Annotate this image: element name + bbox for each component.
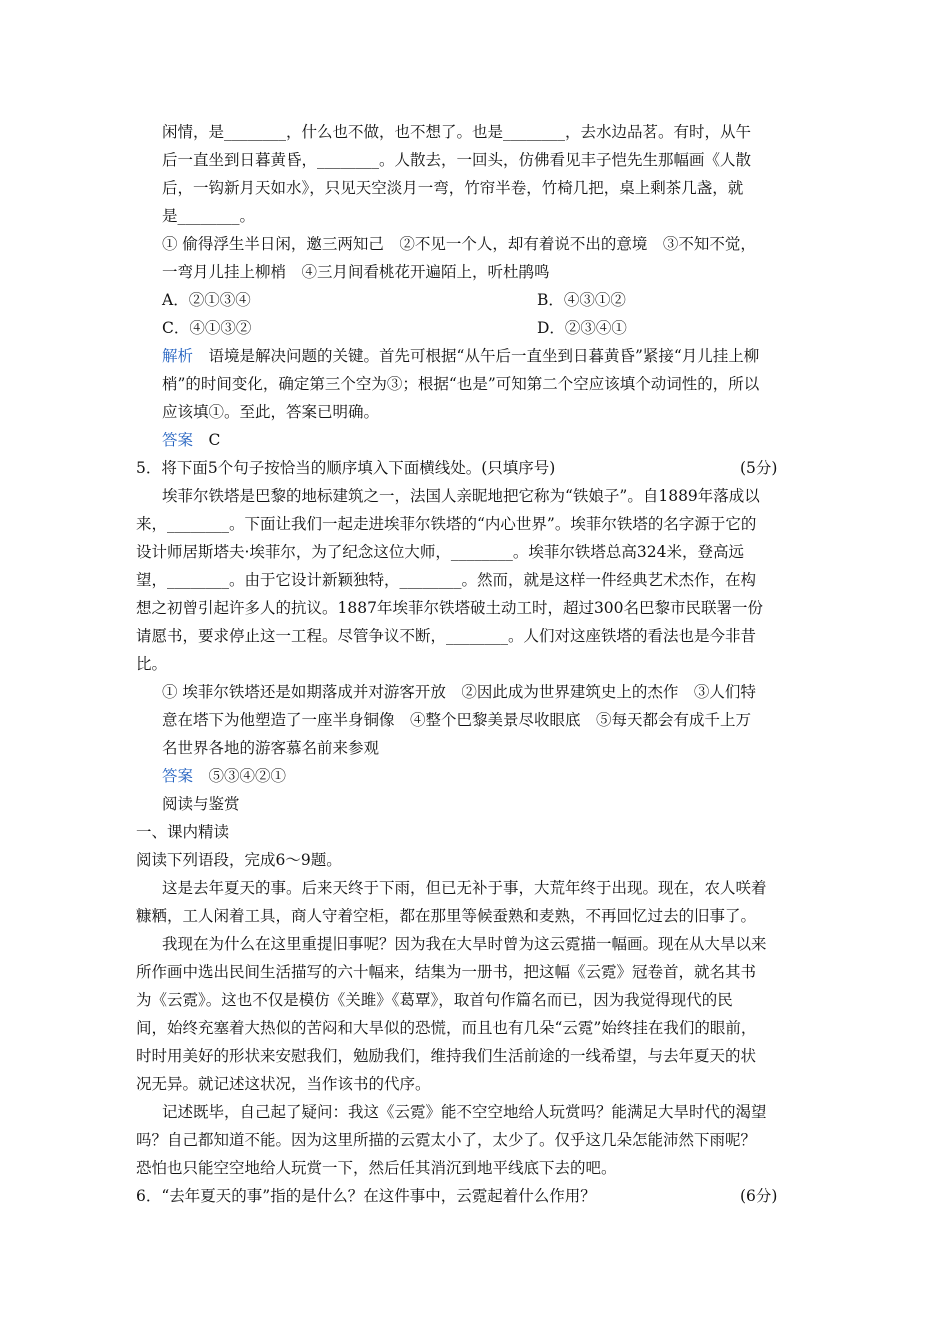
reading-line: 时时用美好的形状来安慰我们，勉励我们，维持我们生活前途的一线希望，与去年夏天的状 [136, 1047, 757, 1065]
q5-passage-line: 来，________。下面让我们一起走进埃菲尔铁塔的“内心世界”。埃菲尔铁塔的名字源于它的 [136, 515, 757, 533]
q4-analysis-row [162, 342, 759, 370]
q4-item-line: ① 偷得浮生半日闲，邀三两知己 ②不见一个人，却有着说不出的意境 ③不知不觉， [162, 235, 756, 253]
analysis-label: 解析 [162, 347, 194, 365]
section-heading: 阅读与鉴赏 [162, 795, 240, 813]
q6-stem: 6．“去年夏天的事”指的是什么？在这件事中，云霓起着什么作用？ [136, 1187, 596, 1205]
q4-passage-line: 闲情，是________，什么也不做，也不想了。也是________，去水边品茗。有时，从午 [162, 123, 752, 141]
q4-option-a: A．②①③④ [162, 291, 251, 309]
q5-passage-line: 请愿书，要求停止这一工程。尽管争议不断，________。人们对这座铁塔的看法也是今非昔 [136, 627, 757, 645]
q5-passage-line: 想之初曾引起许多人的抗议。1887年埃菲尔铁塔破土动工时，超过300名巴黎市民联署一份 [136, 599, 764, 617]
reading-line: 恐怕也只能空空地给人玩赏一下，然后任其消沉到地平线底下去的吧。 [136, 1159, 617, 1177]
q4-option-d: D．②③④① [537, 319, 627, 337]
q5-answer: ⑤③④②① [208, 767, 287, 785]
q4-analysis-line: 梢”的时间变化，确定第三个空为③；根据“也是”可知第二个空应该填个动词性的，所以 [162, 375, 760, 393]
q4-answer: C [208, 431, 221, 449]
q4-analysis-line: 应该填①。至此，答案已明确。 [162, 403, 380, 421]
reading-line: 为《云霓》。这也不仅是模仿《关雎》《葛覃》，取首句作篇名而已，因为我觉得现代的民 [136, 991, 733, 1009]
q5-passage-line: 比。 [136, 655, 168, 673]
section-subheading: 一、课内精读 [136, 823, 230, 841]
reading-instruction: 阅读下列语段，完成6～9题。 [136, 851, 342, 869]
reading-line: 我现在为什么在这里重提旧事呢？因为我在大旱时曾为这云霓描一幅画。现在从大旱以来 [162, 935, 767, 953]
q4-option-c: C．④①③② [162, 319, 252, 337]
reading-line: 糠粞，工人闲着工具，商人守着空柜，都在那里等候蚕熟和麦熟，不再回忆过去的旧事了。 [136, 907, 757, 925]
reading-line: 这是去年夏天的事。后来天终于下雨，但已无补于事，大荒年终于出现。现在，农人咲着 [162, 879, 767, 897]
reading-line: 记述既毕，自己起了疑问：我这《云霓》能不空空地给人玩赏吗？能满足大旱时代的渴望 [162, 1103, 767, 1121]
q4-option-b: B．④③①② [537, 291, 626, 309]
q4-analysis-text: 语境是解决问题的关键。首先可根据“从午后一直坐到日暮黄昏”紧接“月儿挂上柳 [208, 347, 760, 365]
q4-passage-line: 是________。 [162, 207, 256, 225]
q4-passage-line: 后一直坐到日暮黄昏，________。人散去，一回头，仿佛看见丰子恺先生那幅画《人散 [162, 151, 752, 169]
reading-line: 况无异。就记述这状况，当作该书的代序。 [136, 1075, 431, 1093]
q6-score: (6分) [740, 1187, 778, 1205]
q4-answer-row [162, 426, 220, 454]
answer-label: 答案 [162, 767, 194, 785]
reading-line: 吗？自己都知道不能。因为这里所描的云霓太小了，太少了。仅乎这几朵怎能沛然下雨呢？ [136, 1131, 757, 1149]
q5-item-line: 意在塔下为他塑造了一座半身铜像 ④整个巴黎美景尽收眼底 ⑤每天都会有成千上万 [162, 711, 752, 729]
answer-label: 答案 [162, 431, 194, 449]
reading-line: 间，始终充塞着大热似的苦闷和大旱似的恐慌，而且也有几朵“云霓”始终挂在我们的眼前， [136, 1019, 757, 1037]
q4-passage-line: 后，一钩新月天如水》，只见天空淡月一弯，竹帘半卷，竹椅几把，桌上剩茶几盏，就 [162, 179, 744, 197]
q5-passage-line: 设计师居斯塔夫·埃菲尔，为了纪念这位大师，________。埃菲尔铁塔总高324米，登高远 [136, 543, 745, 561]
reading-line: 所作画中选出民间生活描写的六十幅来，结集为一册书，把这幅《云霓》冠卷首，就名其书 [136, 963, 757, 981]
q5-answer-row [162, 762, 286, 790]
q5-item-line: 名世界各地的游客慕名前来参观 [162, 739, 380, 757]
q4-item-line: 一弯月儿挂上柳梢 ④三月间看桃花开遍陌上，听杜鹃鸣 [162, 263, 550, 281]
q5-score: (5分) [740, 459, 778, 477]
q5-passage-line: 望，________。由于它设计新颖独特，________。然而，就是这样一件经典艺术杰作，在构 [136, 571, 757, 589]
q5-item-line: ① 埃菲尔铁塔还是如期落成并对游客开放 ②因此成为世界建筑史上的杰作 ③人们特 [162, 683, 756, 701]
q5-stem: 5．将下面5个句子按恰当的顺序填入下面横线处。(只填序号) [136, 459, 556, 477]
q5-passage-line: 埃菲尔铁塔是巴黎的地标建筑之一，法国人亲昵地把它称为“铁娘子”。自1889年落成以 [162, 487, 760, 505]
